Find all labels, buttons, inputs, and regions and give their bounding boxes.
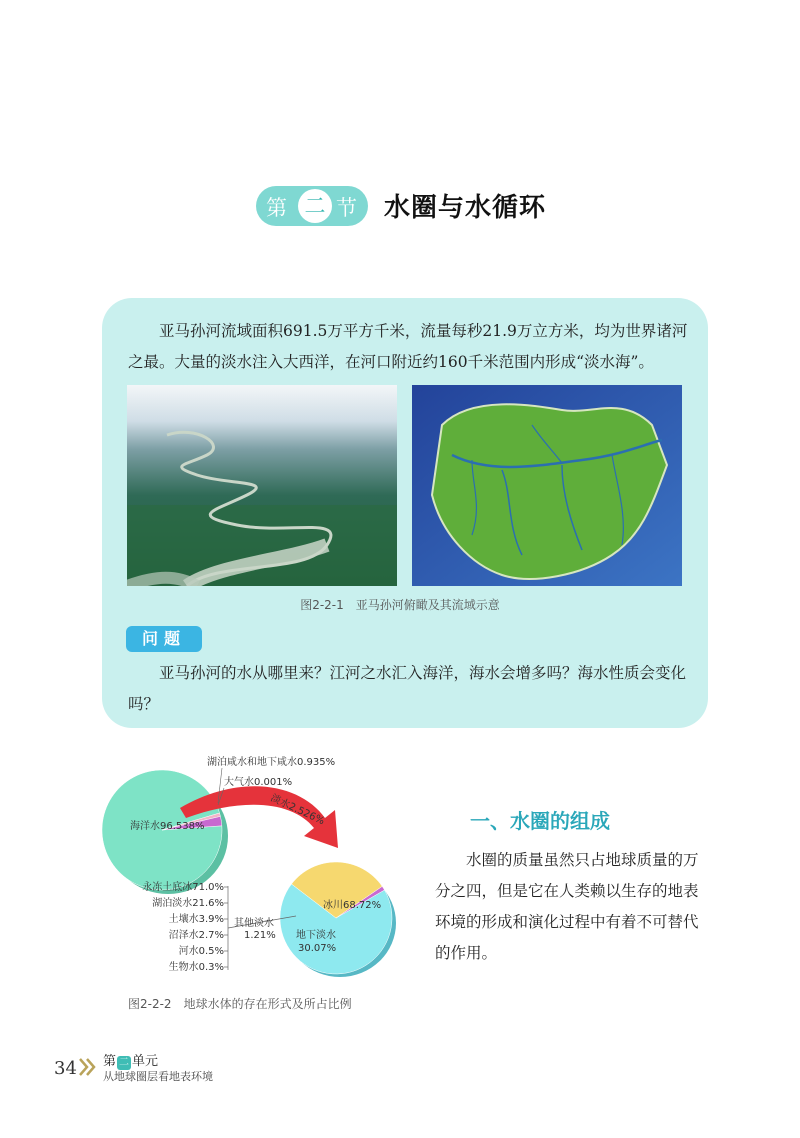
other-freshwater-item: 湖泊淡水21.6% [152, 898, 224, 909]
section-badge [256, 186, 368, 226]
lake-salt-label: 湖泊咸水和地下咸水0.935% [207, 757, 336, 768]
other-fresh-value: 1.21% [244, 930, 276, 941]
intro-paragraph: 亚马孙河流域面积691.5万平方千米，流量每秒21.9万立方米，均为世界诸河之最。大量的淡水注入大西洋，在河口附近约160千米范围内形成“淡水海”。 [128, 322, 688, 371]
glacier-label: 冰川68.72% [323, 900, 382, 911]
figure-caption-2-2-1: 图2-2-1 亚马孙河俯瞰及其流域示意 [300, 598, 500, 612]
footer-unit-subtitle: 从地球圈层看地表环境 [103, 1070, 213, 1083]
amazon-basin-map [412, 385, 682, 586]
footer-unit-number: 二 [119, 1057, 130, 1068]
footer-unit [103, 1050, 158, 1070]
body-paragraph: 水圈的质量虽然只占地球质量的万分之四，但是它在人类赖以生存的地表环境的形成和演化过程中有着不可替代的作用。 [435, 851, 699, 962]
amazon-aerial-photo [127, 385, 397, 586]
other-freshwater-item: 沼泽水2.7% [168, 930, 224, 941]
groundwater-label: 地下淡水 [296, 930, 336, 941]
question-badge: 问题 [126, 626, 202, 652]
groundwater-value: 30.07% [298, 943, 337, 954]
other-freshwater-item: 生物水0.3% [168, 962, 224, 973]
section-badge-suffix: 节 [336, 196, 357, 220]
question-paragraph: 亚马孙河的水从哪里来？江河之水汇入海洋，海水会增多吗？海水性质会变化吗？ [128, 664, 687, 713]
ocean-label: 海洋水96.538% [130, 821, 205, 832]
other-freshwater-item: 土壤水3.9% [168, 914, 224, 925]
other-freshwater-item: 永冻土底冰71.0% [142, 882, 224, 893]
atmosphere-label: 大气水0.001% [224, 777, 293, 788]
footer-unit-suffix: 单元 [132, 1054, 159, 1069]
water-distribution-figure [100, 748, 440, 988]
heading-hydrosphere-composition: 一、水圈的组成 [470, 809, 610, 833]
section-title: 水圈与水循环 [384, 193, 547, 223]
section-badge-number: 二 [298, 189, 332, 223]
other-freshwater-list [142, 880, 228, 973]
figure-caption-2-2-2: 图2-2-2 地球水体的存在形式及所占比例 [128, 997, 352, 1011]
arrow-label: 淡水2.526% [268, 792, 327, 828]
footer-unit-prefix: 第 [103, 1054, 117, 1069]
other-freshwater-item: 河水0.5% [178, 946, 224, 957]
section-badge-prefix: 第 [266, 196, 287, 220]
other-fresh-label: 其他淡水 [234, 918, 274, 929]
chevron-right-icon [78, 1056, 98, 1078]
page-number: 34 [54, 1058, 77, 1079]
pie-freshwater [280, 862, 392, 974]
